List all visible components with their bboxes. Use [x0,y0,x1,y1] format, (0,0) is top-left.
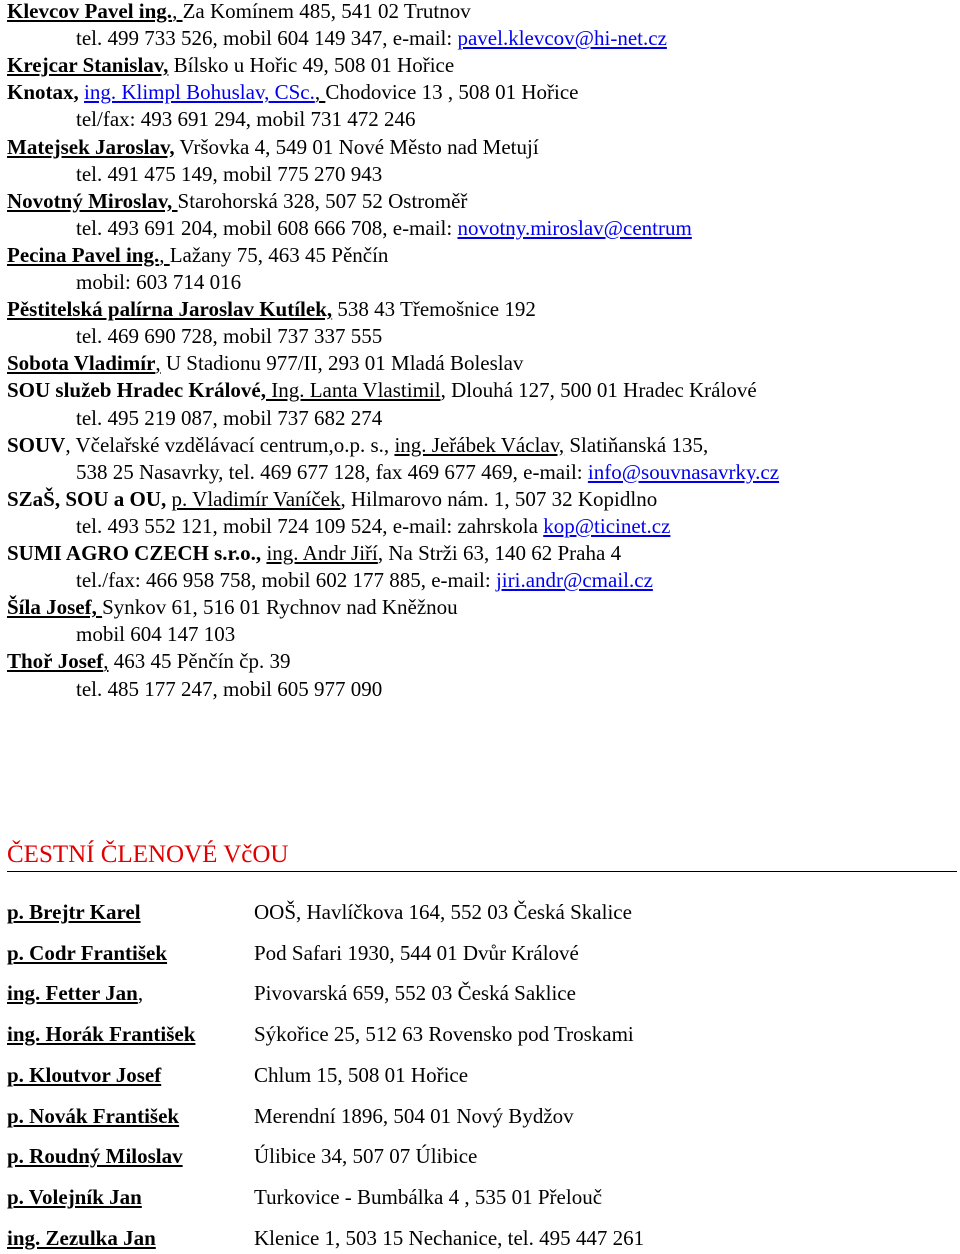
honorary-member-name [7,1061,161,1089]
member-detail-line [76,269,241,296]
honorary-member-name [7,1224,156,1252]
member-text: tel. 469 690 728, mobil 737 337 555 [76,324,383,349]
member-text: Starohorská 328, 507 52 Ostroměř [177,188,468,213]
member-entry-line [7,486,657,513]
honorary-member-address: Pod Safari 1930, 544 01 Dvůr Králové [254,940,579,965]
member-entry-line [7,432,708,459]
honorary-member-name [7,1102,179,1130]
member-detail-line [76,513,670,540]
member-text: , [155,351,161,376]
member-text: tel. 499 733 526, mobil 604 149 347, e-mail: [76,26,458,51]
honorary-member-name [7,939,167,967]
honorary-member-address: Klenice 1, 503 15 Nechanice, tel. 495 447 261 [254,1225,645,1250]
member-text: 538 43 Třemošnice 192 [332,297,536,322]
honorary-member-address: Turkovice - Bumbálka 4 , 535 01 Přelouč [254,1184,603,1209]
member-entry-line [7,350,523,377]
member-detail-line [76,459,779,486]
honorary-member-name [7,1142,183,1170]
member-text: tel/fax: 493 691 294, mobil 731 472 246 [76,107,416,132]
member-detail-line [76,161,382,188]
member-entry-line [7,134,539,161]
member-detail-line [76,405,382,432]
member-name: SUMI AGRO CZECH s.r.o., [7,541,267,565]
honorary-member-name-text: ing. Fetter Jan [7,981,138,1006]
member-text: , Včelařské vzdělávací centrum,o.p. s., [65,432,395,457]
member-text: tel. 491 475 149, mobil 775 270 943 [76,161,383,186]
honorary-member-name-text: p. Roudný Miloslav [7,1144,183,1169]
member-detail-line [76,621,235,648]
member-name: Thoř Josef [7,649,104,674]
member-entry-line [7,242,388,269]
member-text: tel. 495 219 087, mobil 737 682 274 [76,405,383,430]
member-text: Lažany 75, 463 45 Pěnčín [169,242,389,267]
member-detail-line [76,25,667,52]
member-text: Za Komínem 485, 541 02 Trutnov [182,0,471,23]
member-name: SOU služeb Hradec Králové, [7,378,266,403]
member-text: Slatiňanská 135, [564,432,709,457]
member-text: Vršovka 4, 549 01 Nové Město nad Metují [174,134,539,159]
member-text: mobil 604 147 103 [76,622,236,647]
member-name: Pecina Pavel ing. [7,242,160,267]
member-name: Šíla Josef, [7,595,103,620]
member-text: 538 25 Nasavrky, tel. 469 677 128, fax 469 677 469, e-mail: [76,459,588,484]
member-text: p. Vladimír Vaníček [171,486,341,511]
member-entry-line [7,540,621,567]
heading-rule [7,871,957,872]
member-text: ing. Andr Jiří [266,541,378,565]
member-name: SZaŠ, SOU a OU, [7,486,172,511]
member-text: Chodovice 13 , 508 01 Hořice [325,80,579,105]
contact-link[interactable]: kop@ticinet.cz [543,513,671,538]
honorary-member-address: Pivovarská 659, 552 03 Česká Saklice [254,981,576,1006]
member-text: tel. 485 177 247, mobil 605 977 090 [76,676,383,701]
member-text: mobil: 603 714 016 [76,270,242,294]
honorary-member-name-text: p. Brejtr Karel [7,900,141,924]
member-entry-line [7,52,454,79]
honorary-members-heading: ČESTNÍ ČLENOVÉ VčOU [7,841,289,868]
member-name: Knotax, [7,80,85,105]
member-text: tel./fax: 466 958 758, mobil 602 177 885, e-mail: [76,568,496,593]
member-detail-line [76,215,692,242]
honorary-member-name [7,898,141,926]
member-name: SOUV [7,432,66,457]
honorary-member-name-text: ing. Zezulka Jan [7,1225,156,1250]
member-name: Novotný Miroslav, [7,188,178,213]
member-entry-line [7,296,536,323]
member-detail-line [76,323,382,350]
member-text: tel. 493 691 204, mobil 608 666 708, e-mail: [76,215,458,240]
honorary-member-name-suffix: , [137,981,144,1006]
member-name: Matejsek Jaroslav, [7,134,175,159]
member-text: , [172,0,183,23]
honorary-member-name-text: p. Volejník Jan [7,1184,142,1209]
member-text: , [159,242,170,267]
member-entry-line [7,188,467,215]
contact-link[interactable]: pavel.klevcov@hi-net.cz [457,26,667,51]
contact-link[interactable]: novotny.miroslav@centrum [457,215,692,240]
member-entry-line [7,648,290,675]
member-text: , Na Strži 63, 140 62 Praha 4 [377,541,622,565]
member-entry-line [7,79,578,106]
honorary-member-name [7,979,143,1007]
honorary-member-name-text: ing. Horák František [7,1022,196,1047]
contact-link[interactable]: jiri.andr@cmail.cz [495,568,653,593]
honorary-member-name [7,1020,195,1048]
honorary-member-address: OOŠ, Havlíčkova 164, 552 03 Česká Skalice [254,900,632,924]
member-text: 463 45 Pěnčín čp. 39 [108,649,291,674]
honorary-member-name-text: p. Codr František [7,940,168,965]
member-text: , Dlouhá 127, 500 01 Hradec Králové [440,378,757,403]
member-text: U Stadionu 977/II, 293 01 Mladá Boleslav [160,351,524,376]
member-entry-line [7,0,471,25]
honorary-member-name-text: p. Kloutvor Josef [7,1062,162,1087]
member-text: Synkov 61, 516 01 Rychnov nad Kněžnou [102,595,458,620]
member-text: , [103,649,109,674]
member-text: Ing. Lanta Vlastimil [265,378,441,403]
member-text: ing. Jeřábek Václav, [394,432,565,457]
member-name: Pěstitelská palírna Jaroslav Kutílek, [7,297,333,322]
honorary-member-name [7,1183,142,1211]
member-name: Sobota Vladimír [7,351,156,376]
member-name: Krejcar Stanislav, [7,53,169,78]
member-text: tel. 493 552 121, mobil 724 109 524, e-mail: zahrskola [76,513,544,538]
contact-link[interactable]: info@souvnasavrky.cz [587,459,780,484]
member-entry-line [7,594,458,621]
member-entry-line [7,377,757,404]
member-detail-line [76,676,382,703]
honorary-member-address: Sýkořice 25, 512 63 Rovensko pod Troskami [254,1022,634,1047]
honorary-member-address: Úlibice 34, 507 07 Úlibice [254,1144,478,1169]
honorary-member-address: Merendní 1896, 504 01 Nový Bydžov [254,1103,574,1128]
honorary-member-address: Chlum 15, 508 01 Hořice [254,1062,469,1087]
member-text: , [314,80,326,105]
member-text: Bílsko u Hořic 49, 508 01 Hořice [168,53,455,78]
member-detail-line [76,567,653,594]
member-detail-line [76,106,415,133]
honorary-member-name-text: p. Novák František [7,1103,180,1128]
member-name: Klevcov Pavel ing. [7,0,173,23]
member-text: , Hilmarovo nám. 1, 507 32 Kopidlno [340,486,658,511]
contact-link[interactable]: ing. Klimpl Bohuslav, CSc. [84,80,315,105]
